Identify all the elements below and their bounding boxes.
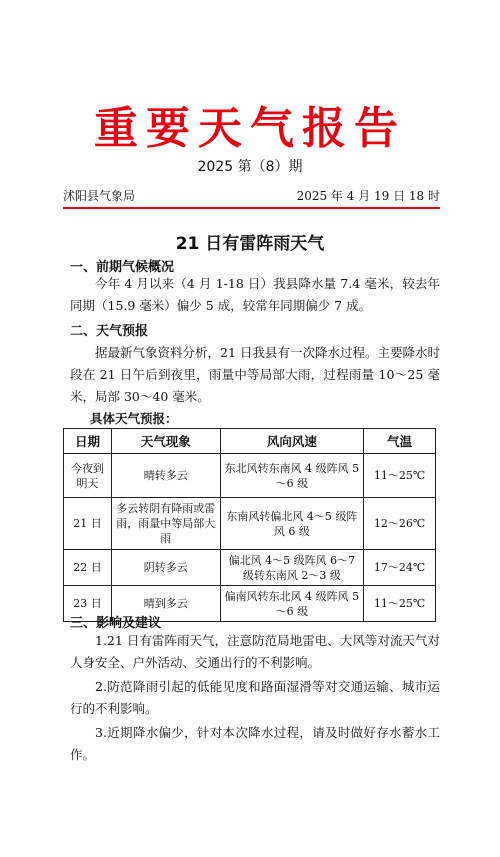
table-row <box>64 550 436 586</box>
cell-wind: 偏北风 4～5 级阵风 6～7 级转东南风 2～3 级 <box>220 550 364 586</box>
cell-weather: 晴转多云 <box>112 454 220 498</box>
column-header-date: 日期 <box>64 429 112 454</box>
column-header-weather: 天气现象 <box>112 429 220 454</box>
section-2-text: 据最新气象资料分析，21 日我县有一次降水过程。主要降水时段在 21 日午后到夜里，雨量中等局部大雨，过程雨量 10～25 毫米，局部 30～40 毫米。 <box>70 345 440 404</box>
table-row <box>64 454 436 498</box>
issuing-organization: 沭阳县气象局 <box>63 189 136 203</box>
forecast-subtitle: 具体天气预报： <box>90 411 178 426</box>
cell-date: 今夜到明天 <box>64 454 112 498</box>
cell-temperature: 12～26℃ <box>364 498 436 550</box>
report-title: 重要天气报告 <box>94 103 406 154</box>
forecast-table <box>63 428 436 622</box>
section-3-title: 三、影响及建议 <box>70 616 162 631</box>
cell-weather: 多云转阴有降雨或雷雨，雨量中等局部大雨 <box>112 498 220 550</box>
cell-temperature: 11～25℃ <box>364 586 436 622</box>
table-row <box>64 498 436 550</box>
cell-wind: 东北风转东南风 4 级阵风 5～6 级 <box>220 454 364 498</box>
table-header-row <box>64 429 436 454</box>
advice-item-3: 3.近期降水偏少，针对本次降水过程，请及时做好存水蓄水工作。 <box>70 725 440 762</box>
cell-temperature: 11～25℃ <box>364 454 436 498</box>
cell-weather: 晴到多云 <box>112 586 220 622</box>
section-1-title: 一、前期气候概况 <box>70 260 175 275</box>
issue-date: 2025 年 4 月 19 日 18 时 <box>296 189 440 203</box>
report-heading: 21 日有雷阵雨天气 <box>175 234 325 254</box>
cell-date: 23 日 <box>64 586 112 622</box>
cell-date: 22 日 <box>64 550 112 586</box>
advice-item-1: 1.21 日有雷阵雨天气，注意防范局地雷电、大风等对流天气对人身安全、户外活动、交通出行的不利影响。 <box>70 633 440 670</box>
cell-wind: 偏南风转东北风 4 级阵风 5～6 级 <box>220 586 364 622</box>
section-1-text: 今年 4 月以来（4 月 1-18 日）我县降水量 7.4 毫米，较去年同期（15.9 毫米）偏少 5 成，较常年同期偏少 7 成。 <box>70 276 440 313</box>
column-header-wind: 风向风速 <box>220 429 364 454</box>
section-2-title: 二、天气预报 <box>70 324 149 339</box>
column-header-temperature: 气温 <box>364 429 436 454</box>
cell-weather: 阴转多云 <box>112 550 220 586</box>
header-divider <box>63 207 440 209</box>
issue-number: 2025 第（8）期 <box>197 159 303 175</box>
cell-date: 21 日 <box>64 498 112 550</box>
cell-temperature: 17～24℃ <box>364 550 436 586</box>
advice-item-2: 2.防范降雨引起的低能见度和路面湿滑等对交通运输、城市运行的不利影响。 <box>70 679 440 716</box>
cell-wind: 东南风转偏北风 4～5 级阵风 6 级 <box>220 498 364 550</box>
